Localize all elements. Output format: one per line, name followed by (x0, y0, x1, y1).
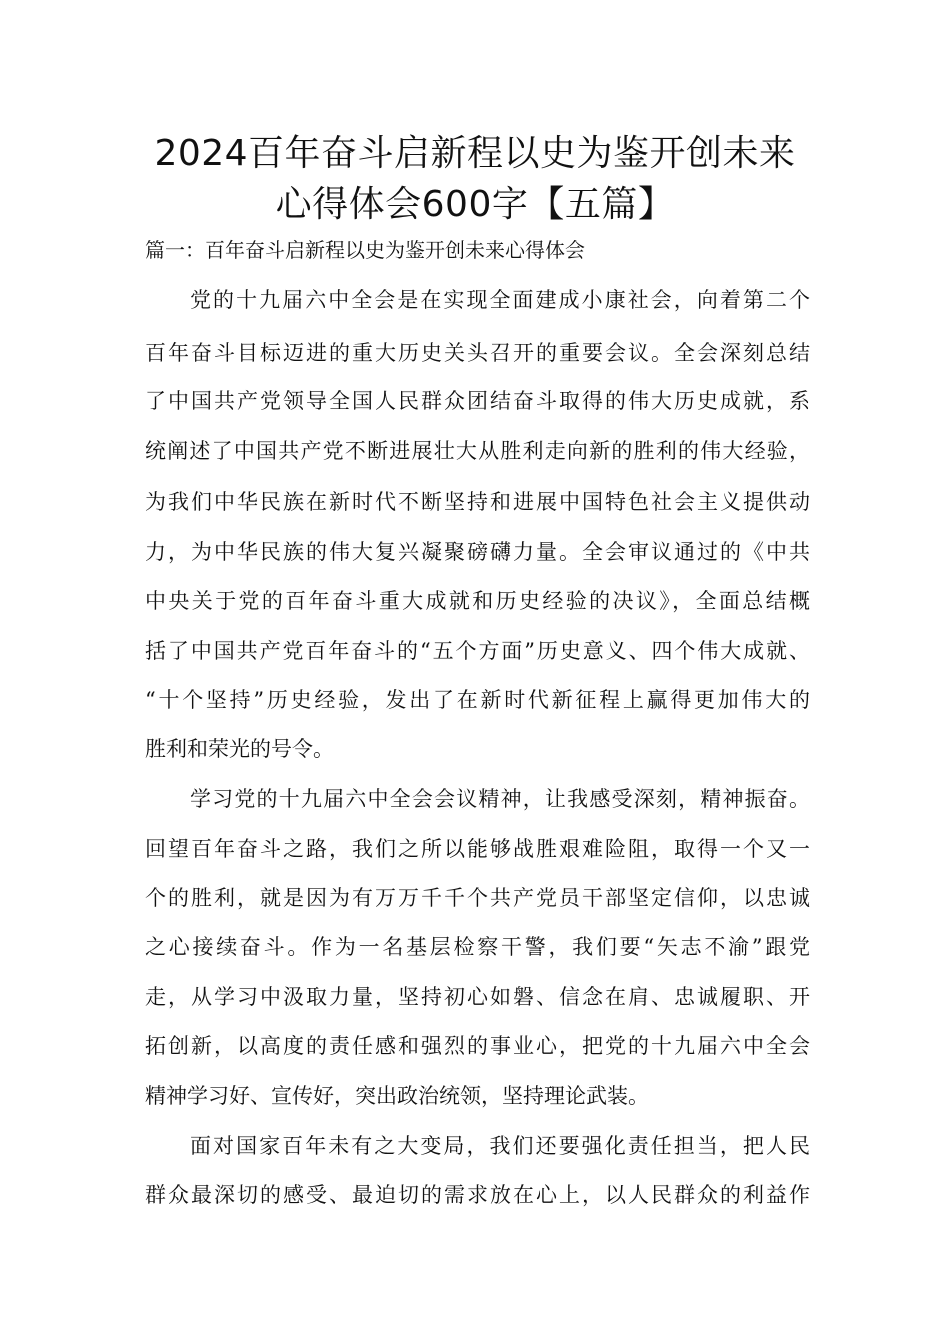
paragraph-line: 百年奋斗目标迈进的重大历史关头召开的重要会议。全会深刻总结 (145, 341, 810, 365)
paragraph-line: 学习党的十九届六中全会会议精神，让我感受深刻，精神振奋。 (190, 787, 810, 811)
document-title-line-2: 心得体会600字【五篇】 (275, 184, 675, 225)
paragraph-line: 走，从学习中汲取力量，坚持初心如磐、信念在肩、忠诚履职、开 (145, 985, 810, 1009)
paragraph-line: 群众最深切的感受、最迫切的需求放在心上，以人民群众的利益作 (145, 1183, 810, 1207)
paragraph-line: 之心接续奋斗。作为一名基层检察干警，我们要“矢志不渝”跟党 (145, 935, 810, 959)
paragraph-line: “十个坚持”历史经验，发出了在新时代新征程上赢得更加伟大的 (145, 688, 810, 712)
paragraph-line: 力，为中华民族的伟大复兴凝聚磅礴力量。全会审议通过的《中共 (145, 540, 810, 564)
paragraph-line: 胜利和荣光的号令。 (145, 737, 334, 761)
paragraph-line: 统阐述了中国共产党不断进展壮大从胜利走向新的胜利的伟大经验， (145, 439, 810, 463)
paragraph-line: 中央关于党的百年奋斗重大成就和历史经验的决议》，全面总结概 (145, 589, 810, 613)
paragraph-line: 为我们中华民族在新时代不断坚持和进展中国特色社会主义提供动 (145, 490, 810, 514)
paragraph-line: 面对国家百年未有之大变局，我们还要强化责任担当，把人民 (190, 1134, 810, 1158)
document-title-line-1: 2024百年奋斗启新程以史为鉴开创未来 (154, 133, 796, 174)
paragraph-line: 拓创新，以高度的责任感和强烈的事业心，把党的十九届六中全会 (145, 1034, 810, 1058)
paragraph-line: 个的胜利，就是因为有万万千千个共产党员干部坚定信仰，以忠诚 (145, 886, 810, 910)
section-heading: 篇一：百年奋斗启新程以史为鉴开创未来心得体会 (145, 238, 585, 262)
paragraph-line: 括了中国共产党百年奋斗的“五个方面”历史意义、四个伟大成就、 (145, 639, 810, 663)
paragraph-line: 回望百年奋斗之路，我们之所以能够战胜艰难险阻，取得一个又一 (145, 837, 810, 861)
paragraph-line: 党的十九届六中全会是在实现全面建成小康社会，向着第二个 (190, 288, 810, 312)
paragraph-line: 了中国共产党领导全国人民群众团结奋斗取得的伟大历史成就，系 (145, 389, 810, 413)
paragraph-line: 精神学习好、宣传好，突出政治统领，坚持理论武装。 (145, 1084, 649, 1108)
